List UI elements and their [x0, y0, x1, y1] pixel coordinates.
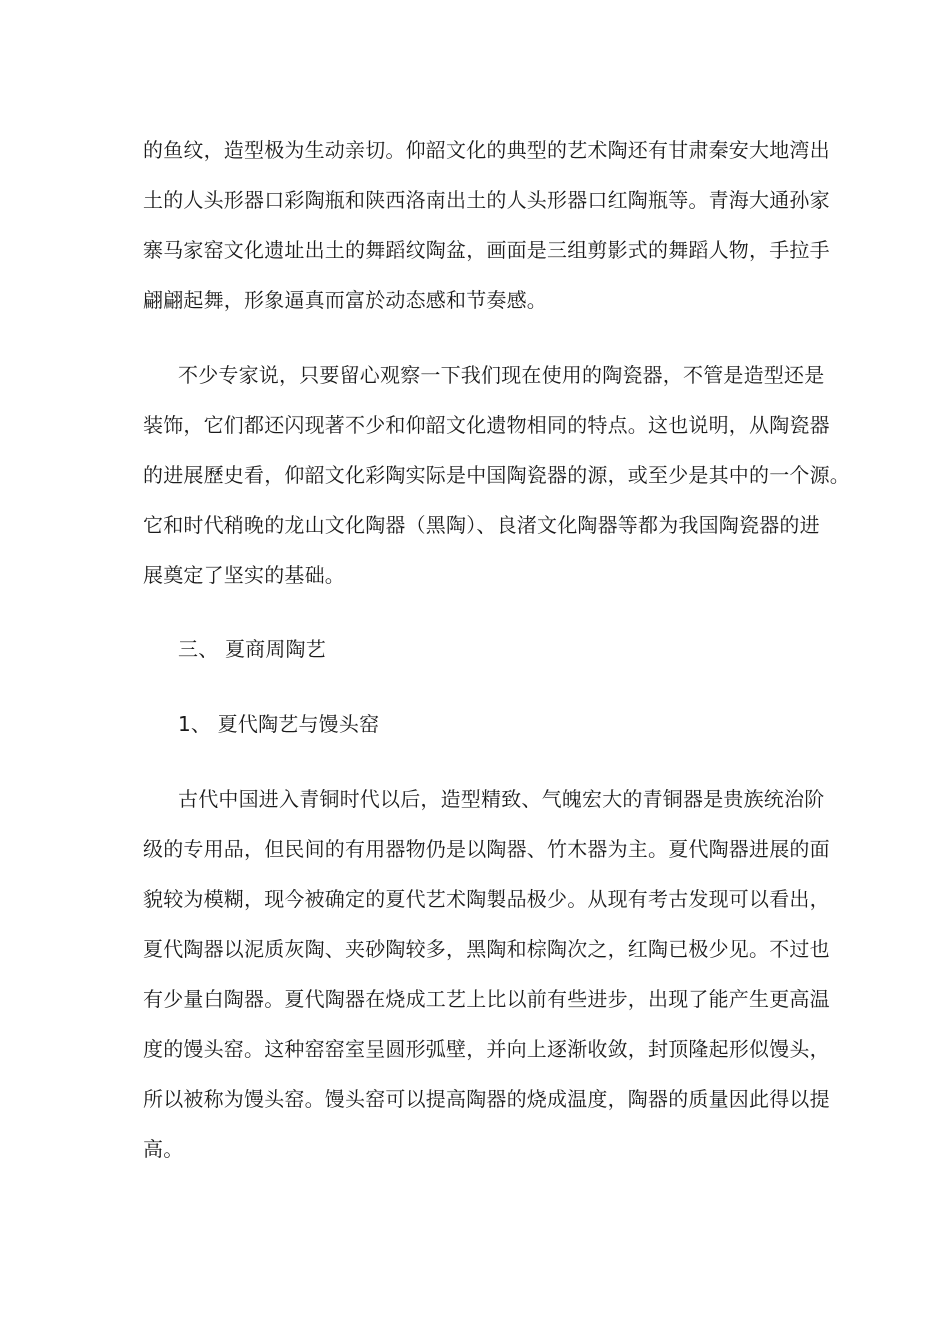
- paragraph-3-line-2: 级的专用品，但民间的有用器物仍是以陶器、竹木器为主。夏代陶器进展的面: [143, 837, 830, 861]
- paragraph-3-line-4: 夏代陶器以泥质灰陶、夹砂陶较多，黑陶和棕陶次之，红陶已极少见。不过也: [143, 937, 830, 961]
- paragraph-2-line-5: 展奠定了坚实的基础。: [143, 563, 345, 587]
- paragraph-3-line-7: 所以被称为馒头窑。馒头窑可以提高陶器的烧成温度，陶器的质量因此得以提: [143, 1087, 830, 1111]
- paragraph-2-line-3: 的进展歷史看，仰韶文化彩陶实际是中国陶瓷器的源，或至少是其中的一个源。: [143, 463, 850, 487]
- paragraph-1-line-2: 土的人头形器口彩陶瓶和陕西洛南出土的人头形器口红陶瓶等。青海大通孙家: [143, 188, 830, 212]
- paragraph-3-line-3: 貌较为模糊，现今被确定的夏代艺术陶製品极少。从现有考古发现可以看出，: [143, 887, 830, 911]
- paragraph-3-line-1: 古代中国进入青铜时代以后，造型精致、气魄宏大的青铜器是贵族统治阶: [178, 787, 825, 811]
- section-heading: 三、 夏商周陶艺: [178, 637, 326, 661]
- paragraph-1-line-4: 翩翩起舞，形象逼真而富於动态感和节奏感。: [143, 288, 547, 312]
- paragraph-2-line-2: 装饰，它们都还闪现著不少和仰韶文化遗物相同的特点。这也说明，从陶瓷器: [143, 413, 830, 437]
- paragraph-2-line-1: 不少专家说，只要留心观察一下我们现在使用的陶瓷器，不管是造型还是: [178, 363, 825, 387]
- subsection-heading: 1、 夏代陶艺与馒头窑: [178, 712, 380, 736]
- paragraph-3-line-8: 高。: [143, 1137, 184, 1161]
- paragraph-3-line-6: 度的馒头窑。这种窑窑室呈圆形弧壁，并向上逐渐收敛，封顶隆起形似馒头，: [143, 1037, 830, 1061]
- paragraph-2-line-4: 它和时代稍晚的龙山文化陶器（黑陶）、良渚文化陶器等都为我国陶瓷器的进: [143, 513, 820, 537]
- paragraph-3-line-5: 有少量白陶器。夏代陶器在烧成工艺上比以前有些进步，出现了能产生更高温: [143, 987, 830, 1011]
- paragraph-1-line-3: 寨马家窑文化遗址出土的舞蹈纹陶盆，画面是三组剪影式的舞蹈人物，手拉手: [143, 238, 830, 262]
- paragraph-1-line-1: 的鱼纹，造型极为生动亲切。仰韶文化的典型的艺术陶还有甘肃秦安大地湾出: [143, 138, 830, 162]
